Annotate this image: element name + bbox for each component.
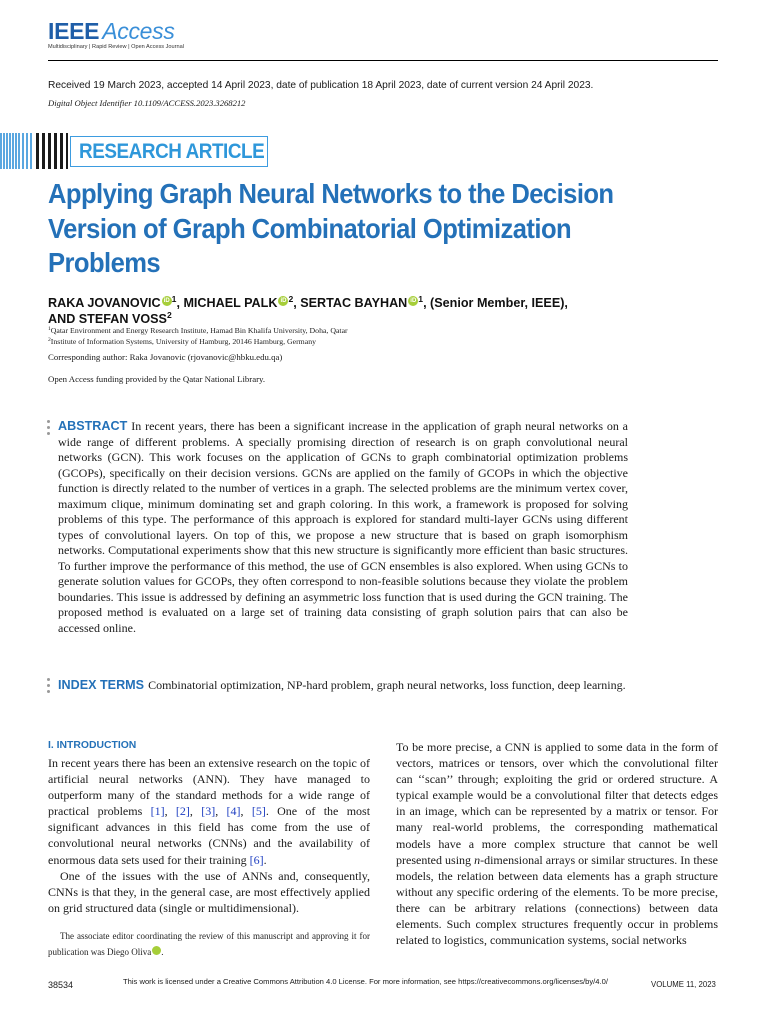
author-name: SERTAC BAYHAN: [300, 296, 408, 310]
editor-footnote: The associate editor coordinating the review of this manuscript and approving it for publication was Diego Oliva iD.: [48, 931, 370, 957]
affiliation-marker: 2: [166, 309, 172, 320]
abstract: [58, 419, 628, 636]
affiliation-marker: 2: [288, 294, 294, 304]
page-number: 38534: [48, 980, 74, 990]
affiliation-marker: 1: [418, 294, 424, 304]
orcid-icon[interactable]: iD: [280, 298, 287, 304]
paper-title: [48, 177, 680, 281]
intro-paragraph: One of the issues with the use of ANNs and, consequently, CNNs is that they, in the general case, are most effectively applied on grid structured data (single or multidimensional).: [48, 868, 370, 915]
volume-label: VOLUME 11, 2023: [651, 980, 716, 989]
orcid-icon[interactable]: iD: [410, 298, 417, 304]
citation-link[interactable]: [1]: [150, 804, 165, 819]
author-membership: , (Senior Member, IEEE),: [423, 296, 568, 310]
logo-ieee: IEEE: [48, 18, 100, 44]
article-type-label: RESEARCH ARTICLE: [79, 140, 265, 163]
journal-logo: [48, 18, 175, 44]
affiliation: $^1$Qatar Environment and Energy Research Institute, Hamad Bin Khalifa University, Doha, Qatar: [48, 326, 348, 335]
corresponding-author: Corresponding author: Raka Jovanovic (rjovanovic@hbku.edu.qa): [48, 352, 283, 362]
index-terms-marker: [47, 678, 50, 698]
funding-note: Open Access funding provided by the Qatar National Library.: [48, 374, 266, 384]
title-line: Problems: [48, 247, 161, 278]
abstract-marker: [47, 420, 50, 440]
right-column: [396, 739, 718, 948]
author-name: RAKA JOVANOVIC: [48, 296, 161, 310]
received-dates: Received 19 March 2023, accepted 14 April 2023, date of publication 18 April 2023, date of current version 24 April 2023.: [48, 80, 594, 91]
author-name: MICHAEL PALK: [183, 296, 278, 310]
journal-subtitle: Multidisciplinary | Rapid Review | Open Access Journal: [48, 44, 184, 50]
author-list: RAKA JOVANOVIC iD $^1$, MICHAEL PALK iD $^2$, SERTAC BAYHAN iD $^1$, (Senior Member, IEEE), AND STEFAN VOSS$^2$: [48, 294, 568, 326]
citation-link[interactable]: [6]: [249, 852, 264, 867]
license-notice[interactable]: This work is licensed under a Creative Commons Attribution 4.0 License. For more information, see https://creativecommons.org/licenses/by/4.0/: [123, 977, 608, 986]
header-rule: [48, 60, 718, 61]
index-terms-label: INDEX TERMS: [58, 678, 145, 692]
index-terms-text: Combinatorial optimization, NP-hard problem, graph neural networks, loss function, deep learning.: [148, 678, 626, 692]
citation-link[interactable]: [3]: [201, 804, 216, 819]
doi-line: Digital Object Identifier 10.1109/ACCESS.2023.3268212: [48, 98, 246, 108]
abstract-label: ABSTRACT: [58, 419, 128, 433]
index-terms: [58, 677, 633, 693]
banner-stripes: [0, 133, 70, 169]
abstract-text: In recent years, there has been a significant increase in the application of graph neural networks on a wide range of different problems. A specially promising direction of research is on graph convolutional neural networks (GCN). This work focuses on the application of GCNs to graph combinatorial optimization problems (GCOPs), specifically on their decision versions. GCNs are applied on the family of GCOPs in which the objective function is directly related to the number of vertices in a graph. The selected problems are the minimum vertex cover, maximum clique, minimum dominating set and graph coloring. In this work, a framework is proposed for solving problems of this type. The performance of this approach is explored for standard multi-layer GCNs using different types of convolutional layers. On top of this, we propose a new structure that is based on graph isomorphism networks. Computational experiments show that this new structure is significantly more efficient than basic structures. To further improve the performance of this method, the use of GCN ensembles is also explored. When using GCNs to generate solution values for GCOPs, they often correspond to non-feasible solutions because they violate the problem boundaries. This issue is addressed by defining an asymmetric loss function that is used during the GCN training. The proposed method is evaluated on a large set of training data consisting of graph solution pairs that can also be accessed online.: [58, 419, 628, 635]
title-line: Applying Graph Neural Networks to the Decision: [48, 178, 614, 209]
author-name: AND STEFAN VOSS: [48, 311, 167, 326]
intro-paragraph: In recent years there has been an extensive research on the topic of artificial neural networks (ANN). They have managed to outperform many of the standard methods for a wide range of practical problems [1], [2], [3], [4], [5]. One of the most significant advances in this field has come from the use of convolutional neural networks (CNNs) and the availability of enormous data sets used for their training [6].: [48, 756, 371, 867]
citation-link[interactable]: [4]: [226, 804, 241, 819]
title-line: Version of Graph Combinatorial Optimization: [48, 212, 572, 244]
citation-link[interactable]: [5]: [251, 804, 266, 819]
orcid-icon[interactable]: iD: [152, 946, 161, 955]
section-heading: I. INTRODUCTION: [48, 740, 137, 751]
intro-paragraph: To be more precise, a CNN is applied to some data in the form of vectors, matrices or tensors, over which the convolutional filter can ‘‘scan’’ through; exploiting the grid or ordered structure. A typical example would be a convolutional filter that detects edges in an image, which can be represented by a matrix or tensor. For many real-world problems, the corresponding mathematical models have a more complex structure that cannot be well presented using n-dimensional arrays or similar structures. In these models, the relation between data elements has a graph structure without any specific ordering of the elements. To be more precise, there can be arbitrary relations (connections) between data elements. Such complex structures frequently occur in problems related to logistics, communication systems, social networks: [396, 740, 718, 948]
left-column: [48, 755, 370, 916]
logo-access: Access: [102, 18, 175, 44]
citation-link[interactable]: [2]: [175, 804, 190, 819]
orcid-icon[interactable]: iD: [163, 298, 170, 304]
affiliation-marker: 1: [171, 294, 177, 304]
affiliation: $^2$Institute of Information Systems, University of Hamburg, 20146 Hamburg, Germany: [48, 337, 316, 346]
